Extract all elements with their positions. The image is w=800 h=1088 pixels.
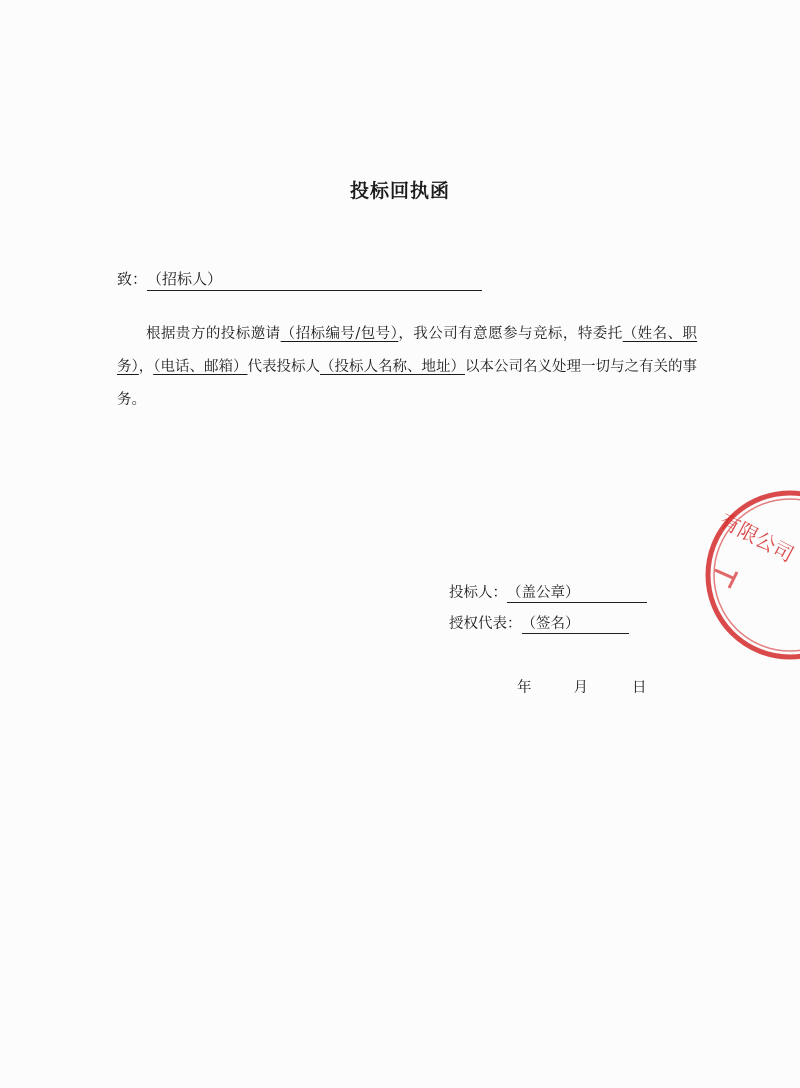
body-text-4: 代表投标人 — [247, 359, 320, 375]
delegate-name-blank: （姓名、职务） — [117, 326, 698, 375]
body-text-3: ， — [138, 359, 154, 375]
day-label: 日 — [632, 680, 647, 696]
body-text-1: 根据贵方的投标邀请 — [146, 326, 281, 342]
body-text-2: ，我公司有意愿参与竞标，特委托 — [398, 326, 623, 342]
representative-signature-row — [449, 612, 629, 634]
tender-number-blank: （招标编号/包号） — [280, 326, 399, 342]
body-paragraph — [117, 318, 697, 417]
bidder-label: 投标人： — [449, 585, 507, 601]
bidder-info-blank: （投标人名称、地址） — [320, 359, 465, 375]
contact-blank: （电话、邮箱） — [153, 359, 248, 375]
bidder-stamp-field — [507, 581, 647, 603]
addressee-field — [147, 268, 482, 291]
representative-label: 授权代表： — [449, 616, 522, 632]
company-seal — [705, 480, 800, 670]
svg-text:有限公司: 有限公司 — [715, 508, 798, 567]
representative-sign-field — [522, 612, 629, 634]
body-text-5: 以本公司名义处理一切与之有关的事务。 — [117, 359, 697, 408]
month-label: 月 — [573, 680, 588, 696]
document-title: 投标回执函 — [349, 180, 450, 202]
year-label: 年 — [517, 680, 532, 696]
bidder-stamp-placeholder: （盖公章） — [507, 585, 580, 601]
representative-sign-placeholder: （签名） — [521, 616, 580, 632]
bidder-signature-row — [449, 581, 647, 603]
to-label: 致： — [117, 270, 148, 288]
addressee-line — [117, 268, 482, 291]
date-row — [517, 676, 647, 697]
addressee-placeholder: （招标人） — [147, 270, 223, 288]
